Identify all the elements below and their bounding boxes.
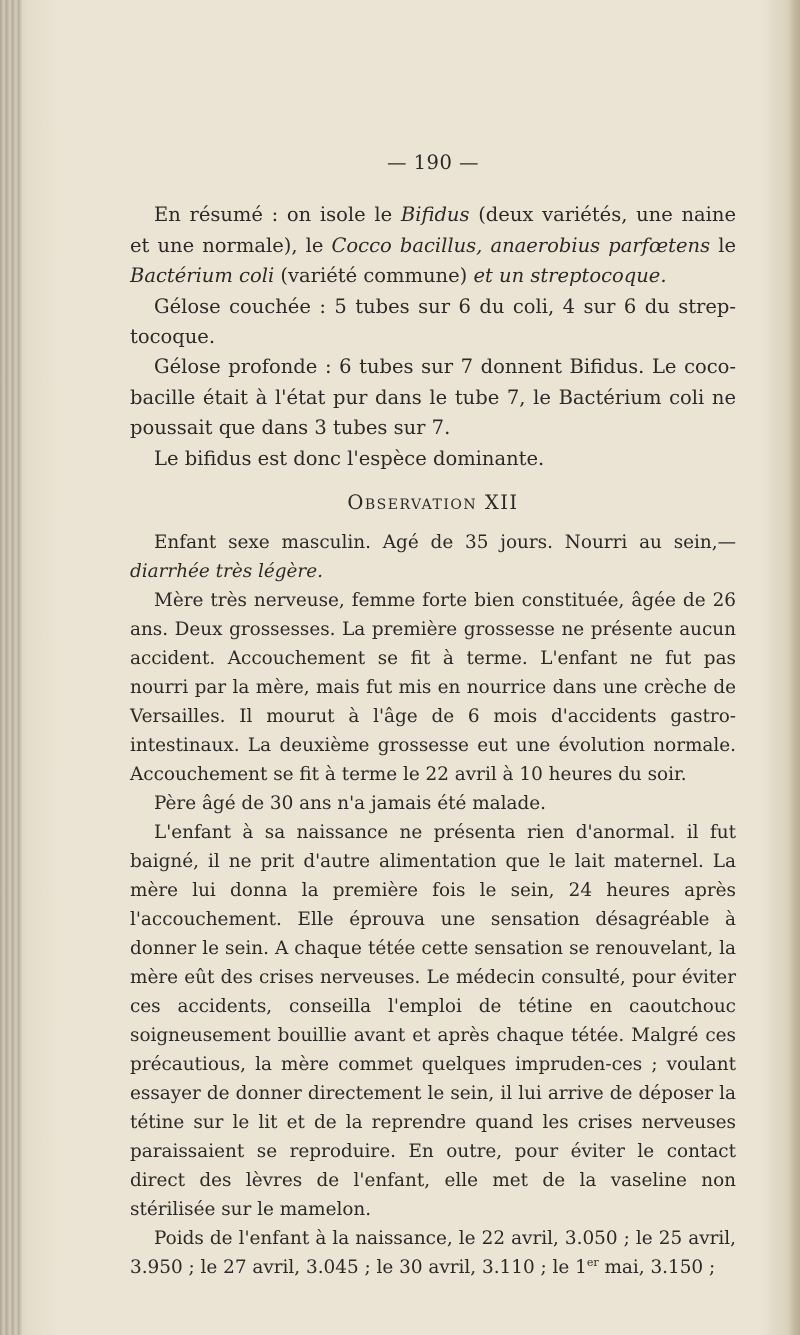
diagnosis-text: diarrhée très légère. [130, 561, 323, 583]
streptocoque-term: et un streptocoque. [473, 264, 667, 288]
binding-edge [0, 0, 22, 1335]
cocco-bacillus-term: Cocco bacillus, anaerobius parfœtens [331, 233, 711, 257]
weights-text: Poids de l'enfant à la naissance, le 22 avril, 3.050 ; le 25 avril, 3.950 ; le 27 avril, 3.045 ; le 30 avril, 3.110 ; le 1 [130, 1228, 736, 1279]
summary-text: (deux variétés, une naine et une normale), le [130, 203, 736, 257]
observation-heading: Observation XII [347, 491, 519, 515]
page-text-block [130, 148, 736, 1282]
bacterium-coli-term: Bactérium coli [130, 264, 275, 288]
ordinal-superscript: er [586, 1256, 599, 1270]
page-edge-shadow [788, 0, 800, 1335]
observation-paragraph-3: Père âgé de 30 ans n'a jamais été malade. [154, 793, 546, 815]
summary-text: (variété commune) [274, 264, 474, 288]
page-number: — 190 — [386, 151, 480, 174]
observation-paragraph-1 [130, 528, 736, 586]
summary-text: En résumé : on isole le [154, 203, 401, 227]
bifidus-term: Bifidus [400, 203, 470, 227]
observation-section [130, 528, 736, 1282]
observation-paragraph-4: L'enfant à sa naissance ne présenta rien d'anormal. il fut baigné, il ne prit d'autre alimentation que le lait maternel. La mère lui donna la première fois le sein, 24 heures après l'accouchement. Elle éprouva une sensation désagréable à donner le sein. A chaque tétée cette sensation se renouvelant, la mère eût des crises nerveuses. Le médecin consulté, pour éviter ces accidents, conseilla l'emploi de tétine en caoutchouc soigneusement bouillie avant et après chaque tétée. Malgré ces précautious, la mère commet quelques impruden-ces ; voulant essayer de donner directement le sein, il lui arrive de déposer la tétine sur le lit et de la reprendre quand les crises nerveuses paraissaient se reproduire. En outre, pour éviter le contact direct des lèvres de l'enfant, elle met de la vaseline non stérilisée sur le mamelon. [130, 822, 736, 1221]
summary-paragraph-3: Gélose profonde : 6 tubes sur 7 donnent Bifidus. Le coco-bacille était à l'état pur dans le tube 7, le Bactérium coli ne poussait que dans 3 tubes sur 7. [130, 355, 736, 440]
weights-text: mai, 3.150 ; [598, 1257, 716, 1279]
summary-section [130, 200, 736, 474]
summary-text: le [710, 233, 736, 257]
observation-text: Enfant sexe masculin. Agé de 35 jours. Nourri au sein,— [154, 532, 736, 554]
observation-paragraph-5 [130, 1224, 736, 1282]
summary-paragraph-2: Gélose couchée : 5 tubes sur 6 du coli, 4 sur 6 du strep-tocoque. [130, 294, 736, 349]
summary-paragraph-4: Le bifidus est donc l'espèce dominante. [154, 446, 545, 470]
summary-paragraph-1 [130, 200, 736, 291]
observation-paragraph-2: Mère très nerveuse, femme forte bien constituée, âgée de 26 ans. Deux grossesses. La première grossesse ne présente aucun accident. Accouchement se fit à terme. L'enfant ne fut pas nourri par la mère, mais fut mis en nourrice dans une crèche de Versailles. Il mourut à l'âge de 6 mois d'accidents gastro-intestinaux. La deuxième grossesse eut une évolution normale. Accouchement se fit à terme le 22 avril à 10 heures du soir. [130, 590, 736, 786]
